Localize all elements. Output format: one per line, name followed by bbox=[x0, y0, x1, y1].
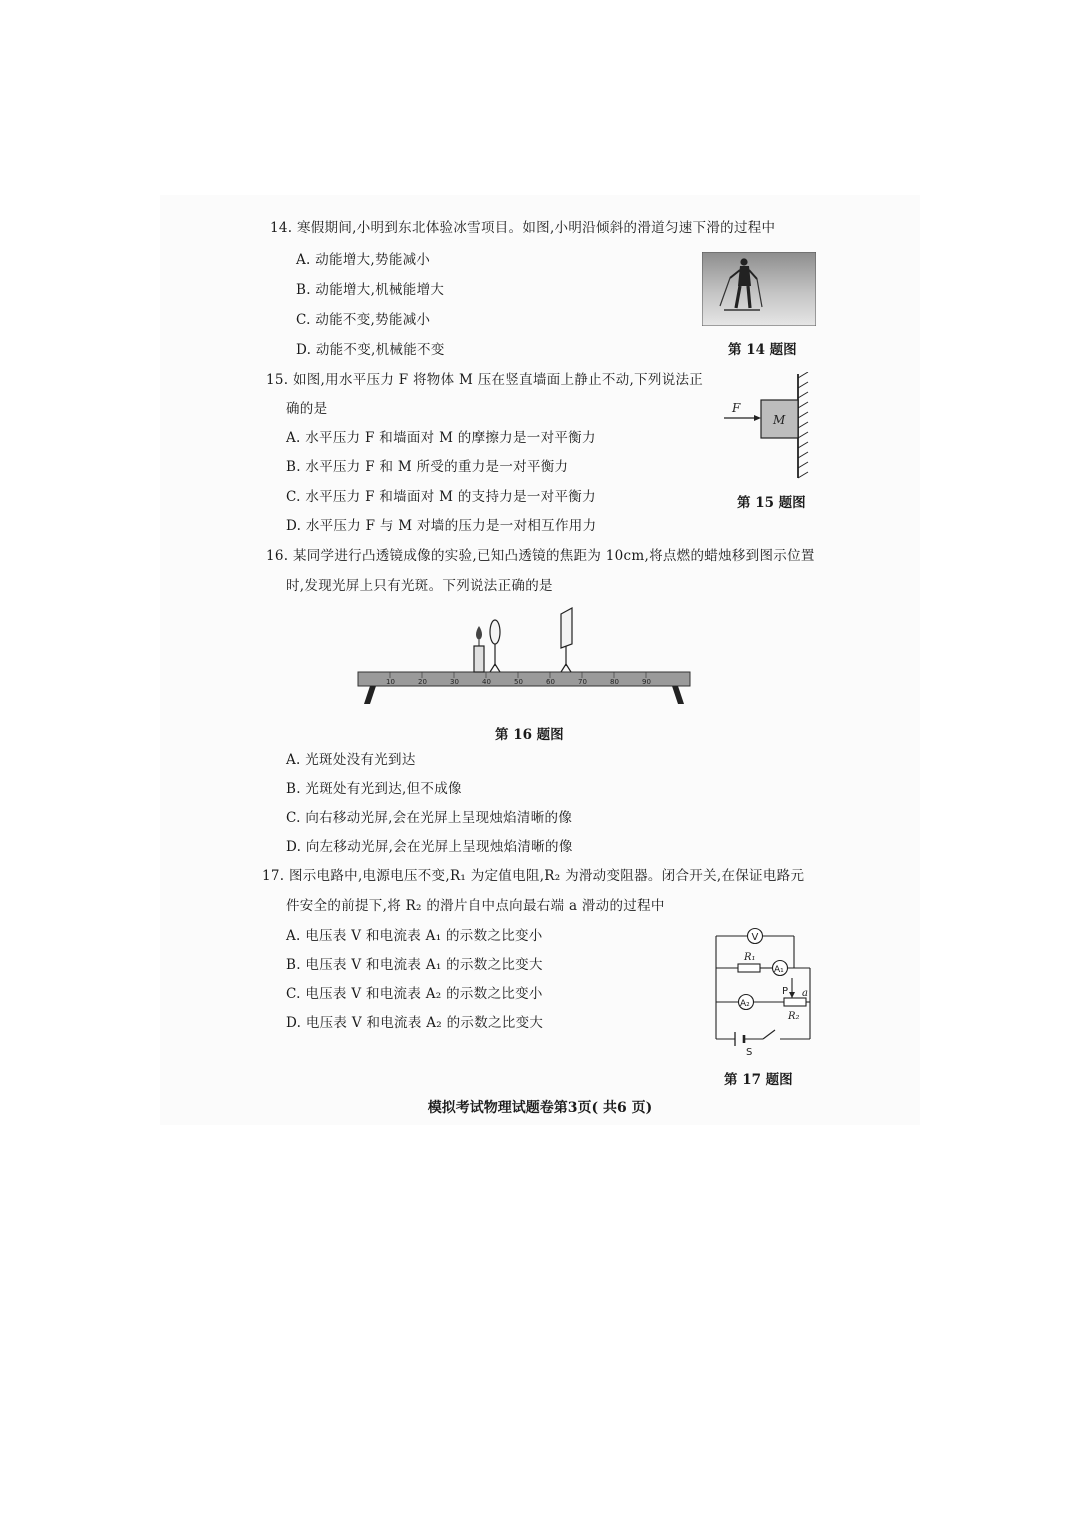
q17-stem-line-2: 件安全的前提下,将 R₂ 的滑片自中点向最右端 a 滑动的过程中 bbox=[286, 898, 665, 914]
q17-option-d: D. 电压表 V 和电流表 A₂ 的示数之比变大 bbox=[286, 1015, 544, 1031]
q16-stem-line-1: 16. 某同学进行凸透镜成像的实验,已知凸透镜的焦距为 10cm,将点燃的蜡烛移到图示位置 bbox=[266, 548, 815, 564]
q16-optical-bench-figure bbox=[356, 606, 692, 708]
ruler-tick-90: 90 bbox=[642, 678, 651, 686]
ruler-tick-50: 50 bbox=[514, 678, 523, 686]
ruler-tick-80: 80 bbox=[610, 678, 619, 686]
q14-option-b: B. 动能增大,机械能增大 bbox=[296, 282, 445, 298]
q14-stem-line-1: 14. 寒假期间,小明到东北体验冰雪项目。如图,小明沿倾斜的滑道匀速下滑的过程中 bbox=[270, 220, 776, 236]
q15-stem-line-1: 15. 如图,用水平压力 F 将物体 M 压在竖直墙面上静止不动,下列说法正 bbox=[266, 372, 704, 388]
ammeter-a1-label: A₁ bbox=[774, 965, 784, 975]
r1-label: R₁ bbox=[744, 952, 756, 963]
q15-option-a: A. 水平压力 F 和墙面对 M 的摩擦力是一对平衡力 bbox=[286, 430, 596, 446]
q16-option-a: A. 光斑处没有光到达 bbox=[286, 752, 416, 768]
ruler-tick-60: 60 bbox=[546, 678, 555, 686]
q15-option-b: B. 水平压力 F 和 M 所受的重力是一对平衡力 bbox=[286, 459, 569, 475]
q16-stem-line-2: 时,发现光屏上只有光斑。下列说法正确的是 bbox=[286, 578, 553, 594]
ruler-tick-10: 10 bbox=[386, 678, 395, 686]
page-footer: 模拟考试物理试题卷第3页( 共6 页) bbox=[427, 1100, 653, 1116]
end-a-label: a bbox=[802, 988, 808, 999]
ruler-tick-40: 40 bbox=[482, 678, 491, 686]
q17-circuit-diagram bbox=[710, 926, 822, 1060]
ammeter-a2-label: A₂ bbox=[740, 999, 750, 1009]
q15-figure-caption: 第 15 题图 bbox=[737, 495, 806, 511]
q17-option-c: C. 电压表 V 和电流表 A₂ 的示数之比变小 bbox=[286, 986, 543, 1002]
slider-p-label: P bbox=[782, 986, 789, 997]
q16-figure-caption: 第 16 题图 bbox=[495, 727, 564, 743]
q14-figure-caption: 第 14 题图 bbox=[728, 342, 797, 358]
voltmeter-label: V bbox=[751, 932, 759, 943]
ruler-tick-20: 20 bbox=[418, 678, 427, 686]
q15-wall-block-figure bbox=[718, 372, 824, 480]
q15-option-c: C. 水平压力 F 和墙面对 M 的支持力是一对平衡力 bbox=[286, 489, 596, 505]
q15-option-d: D. 水平压力 F 与 M 对墙的压力是一对相互作用力 bbox=[286, 518, 597, 534]
q14-skier-photo bbox=[702, 252, 816, 326]
q14-option-a: A. 动能增大,势能减小 bbox=[296, 252, 431, 268]
q17-figure-caption: 第 17 题图 bbox=[724, 1072, 793, 1088]
switch-label: S bbox=[746, 1047, 753, 1058]
r2-label: R₂ bbox=[788, 1011, 800, 1022]
q15-stem-line-2: 确的是 bbox=[286, 401, 328, 417]
q14-option-d: D. 动能不变,机械能不变 bbox=[296, 342, 445, 358]
q16-option-c: C. 向右移动光屏,会在光屏上呈现烛焰清晰的像 bbox=[286, 810, 573, 826]
q15-block-label: M bbox=[773, 413, 786, 427]
q17-stem-line-1: 17. 图示电路中,电源电压不变,R₁ 为定值电阻,R₂ 为滑动变阻器。闭合开关,在保证电路元 bbox=[262, 868, 805, 884]
ruler-tick-70: 70 bbox=[578, 678, 587, 686]
q16-option-d: D. 向左移动光屏,会在光屏上呈现烛焰清晰的像 bbox=[286, 839, 573, 855]
q14-option-c: C. 动能不变,势能减小 bbox=[296, 312, 431, 328]
q17-option-b: B. 电压表 V 和电流表 A₁ 的示数之比变大 bbox=[286, 957, 543, 973]
q15-force-label: F bbox=[732, 401, 741, 415]
q17-option-a: A. 电压表 V 和电流表 A₁ 的示数之比变小 bbox=[286, 928, 543, 944]
q16-option-b: B. 光斑处有光到达,但不成像 bbox=[286, 781, 462, 797]
ruler-tick-30: 30 bbox=[450, 678, 459, 686]
